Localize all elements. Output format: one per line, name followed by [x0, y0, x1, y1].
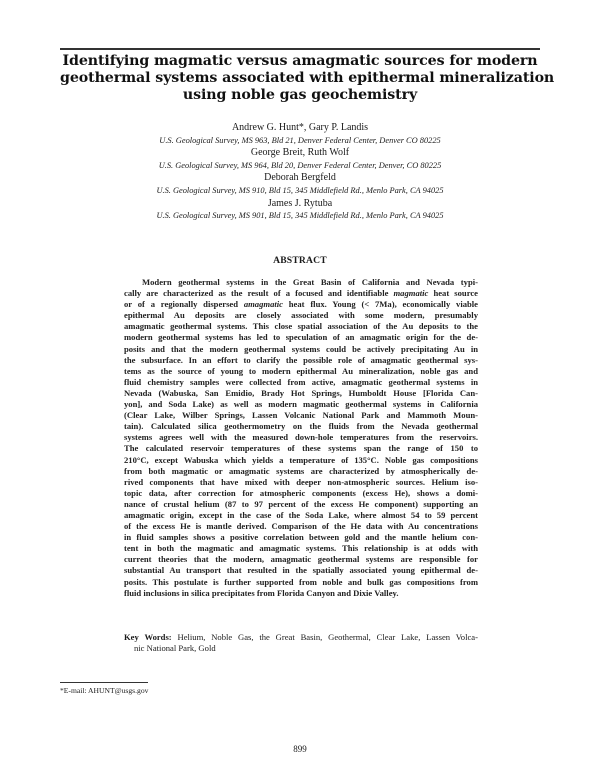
abstract-line: tent in both the magmatic and amagmatic systems. This relationship is at odds with	[124, 543, 478, 554]
abstract-body	[124, 277, 478, 599]
title-line-1: Identifying magmatic versus amagmatic sources for modern	[62, 53, 538, 69]
keywords-label: Key Words:	[124, 632, 172, 642]
abstract-line: epithermal Au deposits are closely associated with some modern, presumably	[124, 310, 478, 321]
author-affiliation: U.S. Geological Survey, MS 964, Bld 20, Denver Federal Center, Denver, CO 80225	[158, 160, 442, 170]
author-names: Andrew G. Hunt*, Gary P. Landis	[231, 122, 369, 133]
author-names: Deborah Bergfeld	[264, 172, 336, 184]
abstract-line: in fluid samples shows a positive correlation between gold and the mantle helium con-	[124, 532, 478, 543]
abstract-line: substantial Au transport that resulted in the spatially associated young epithermal de-	[124, 565, 478, 576]
keywords-line: Key Words: Helium, Noble Gas, the Great Basin, Geothermal, Clear Lake, Lassen Volca-	[124, 632, 478, 642]
abstract-line: amagmatic geothermal systems. This close spatial association of the Au deposits to the	[124, 321, 478, 332]
abstract-line: the subsurface. In an effort to clarify the possible role of amagmatic geothermal sys-	[124, 354, 478, 365]
abstract-line: posits. This postulate is further supported from noble and bulk gas compositions from	[124, 576, 478, 587]
abstract-line: posits and that the modern geothermal systems could be actively precipitating Au in	[124, 343, 478, 354]
abstract-line: tain). Calculated silica geothermometry on the fluids from the Nevada geothermal	[124, 421, 478, 432]
abstract-line: topic data, after correction for atmospheric components (excess He), shows a domi-	[124, 487, 478, 498]
abstract-line: modern geothermal systems has led to speculation of an amagmatic origin for the de-	[124, 332, 478, 343]
author-names: James J. Rytuba	[267, 197, 333, 209]
abstract-line: rived components that have mixed with deeper non-atmospheric sources. Helium iso-	[124, 476, 478, 487]
abstract-line: fluid inclusions in silica precipitates from Florida Canyon and Dixie Valley.	[124, 587, 399, 598]
abstract-heading: ABSTRACT	[273, 255, 327, 266]
author-block	[60, 122, 540, 223]
abstract-line: fluid chemistry samples were collected from active, amagmatic geothermal systems in	[124, 376, 478, 387]
abstract-line: yon], and Soda Lake) as well as modern magmatic geothermal systems in California	[124, 399, 478, 410]
author-affiliation: U.S. Geological Survey, MS 963, Bld 21, Denver Federal Center, Denver CO 80225	[159, 135, 441, 145]
footnote-rule	[60, 682, 148, 683]
abstract-line: 210°C, except Wabuska which yields a temperature of 135°C. Noble gas compositions	[124, 454, 478, 465]
abstract-line: nance of crustal helium (87 to 97 percent of the excess He component) supporting an	[124, 498, 478, 509]
author-affiliation: U.S. Geological Survey, MS 901, Bld 15, 345 Middlefield Rd., Menlo Park, CA 94025	[156, 211, 444, 221]
emphasis-amagmatic: amagmatic	[243, 299, 283, 310]
abstract-line: Nevada (Wabuska, San Emidio, Brady Hot Springs, Humboldt House [Florida Can-	[124, 387, 478, 398]
keywords-line: nic National Park, Gold	[134, 643, 216, 654]
emphasis-magmatic: magmatic	[393, 288, 429, 299]
abstract-line: cally are characterized as the result of a focused and identifiable magmatic heat source	[124, 288, 478, 299]
abstract-line: tems as the source of young to modern epithermal Au mineralization, noble gas and	[124, 365, 478, 376]
header-rule	[60, 48, 540, 50]
title-line-2: geothermal systems associated with epithermal mineralization	[60, 70, 555, 86]
page-number: 899	[293, 744, 307, 754]
abstract-line: systems agrees well with the measured down-hole temperatures from the reservoirs.	[124, 432, 478, 443]
abstract-line: Modern geothermal systems in the Great Basin of California and Nevada typi-	[142, 277, 478, 287]
title-line-3: using noble gas geochemistry	[182, 87, 418, 103]
author-affiliation: U.S. Geological Survey, MS 910, Bld 15, 345 Middlefield Rd., Menlo Park, CA 94025	[156, 185, 444, 195]
abstract-line: amagmatic origin, except in the case of the Soda Lake, where almost 54 to 59 percent	[124, 509, 478, 520]
author-names: George Breit, Ruth Wolf	[250, 147, 350, 159]
abstract-line: The calculated reservoir temperatures of these systems span the range of 150 to	[124, 443, 478, 454]
abstract-line: of the excess He is mantle derived. Comparison of the He data with Au concentrations	[124, 521, 478, 532]
abstract-line: current theories that the modern, amagmatic geothermal systems are responsible for	[124, 554, 478, 565]
abstract-line: from both magmatic or amagmatic systems are characterized by atmospherically de-	[124, 465, 478, 476]
keywords-block	[124, 632, 478, 654]
abstract-line: or of a regionally dispersed amagmatic heat flux. Young (< 7Ma), economically viable	[124, 299, 478, 310]
paper-title	[60, 53, 555, 104]
footnote-email: *E-mail: AHUNT@usgs.gov	[60, 686, 149, 695]
abstract-line: (Clear Lake, Wilber Springs, Lassen Volcanic National Park and Mammoth Moun-	[124, 410, 478, 421]
